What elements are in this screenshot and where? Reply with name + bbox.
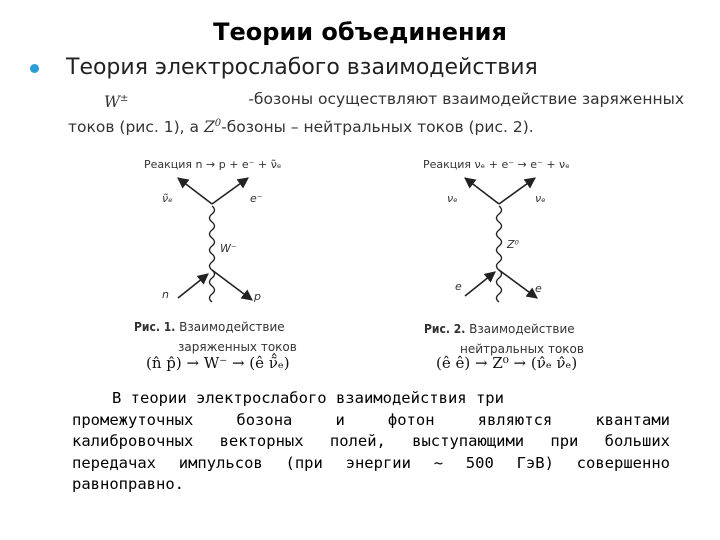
particle-label: e bbox=[535, 282, 542, 295]
intro-line-1 bbox=[68, 88, 684, 113]
feynman-diagram-1 bbox=[140, 150, 360, 340]
figure-2-caption-line-2: нейтральных токов bbox=[460, 342, 584, 356]
body-paragraph bbox=[72, 388, 670, 496]
reaction-label-2: Реакция νₑ + e⁻ → e⁻ + νₑ bbox=[423, 158, 570, 171]
particle-label: e⁻ bbox=[250, 192, 263, 205]
intro-line-1-text: -бозоны осуществляют взаимодействие заряженных bbox=[248, 90, 684, 108]
figure-2-caption: Рис. 2. Взаимодействие bbox=[424, 322, 575, 336]
boson-label: W⁻ bbox=[220, 242, 237, 255]
intro-line-2: токов (рис. 1), а $Z^0$-бозоны – нейтральных токов (рис. 2). bbox=[68, 118, 534, 137]
reaction-label-1: Реакция n → p + e⁻ + ν̃ₑ bbox=[144, 158, 282, 171]
intro-text bbox=[68, 88, 684, 138]
particle-label: ν̃ₑ bbox=[162, 192, 173, 205]
boson-label: Z⁰ bbox=[507, 238, 519, 251]
figure-2-formula: (ê ê) → Z⁰ → (ν̂ₑ ν̂ₑ) bbox=[436, 354, 578, 372]
figure-1-caption: Рис. 1. Взаимодействие bbox=[134, 320, 285, 334]
slide-title: Теории объединения bbox=[213, 18, 507, 46]
particle-label: n bbox=[162, 288, 169, 301]
w-boson-symbol: W± bbox=[104, 93, 129, 112]
z-boson-symbol: $Z^0$ bbox=[203, 118, 222, 137]
particle-label: νₑ bbox=[447, 192, 458, 205]
paragraph-line: промежуточных бозона и фотон являются квантами bbox=[72, 410, 670, 429]
particle-label: p bbox=[254, 290, 261, 303]
particle-label: e bbox=[455, 280, 462, 293]
figure-1-caption-line-2: заряженных токов bbox=[178, 340, 297, 354]
paragraph-line: калибровочных векторных полей, выступающими при больших bbox=[72, 432, 670, 450]
paragraph-line: В теории электрослабого взаимодействия три bbox=[112, 389, 504, 407]
paragraph-line: передачах импульсов (при энергии ~ 500 ГэВ) совершенно bbox=[72, 453, 670, 472]
figure-1-formula: (n̂ p̂) → W⁻ → (ê ν̃̂ₑ) bbox=[146, 354, 290, 372]
bullet-icon bbox=[30, 64, 39, 73]
particle-label: νₑ bbox=[535, 192, 546, 205]
section-heading: Теория электрослабого взаимодействия bbox=[66, 55, 538, 80]
paragraph-line: равноправно. bbox=[72, 475, 184, 493]
feynman-diagram-2 bbox=[415, 150, 635, 340]
